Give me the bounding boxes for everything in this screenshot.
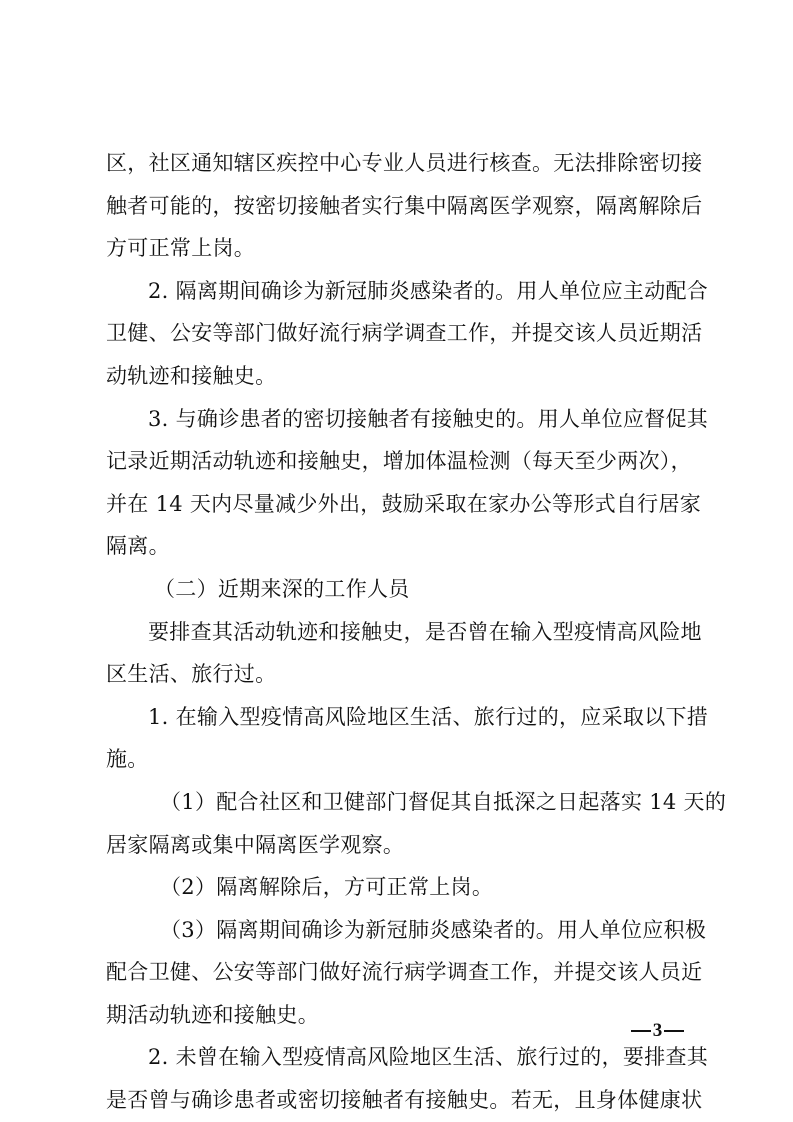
text-line: 动轨迹和接触史。: [106, 363, 277, 388]
page-number-dash-left: [631, 1030, 651, 1032]
text-line: 触者可能的，按密切接触者实行集中隔离医学观察，隔离解除后: [106, 193, 703, 218]
sub-item-2-line: （2）隔离解除后，方可正常上岗。: [160, 875, 494, 900]
page-number: [620, 1018, 695, 1044]
section-heading: （二）近期来深的工作人员: [154, 576, 410, 601]
text-line: 隔离。: [106, 534, 170, 559]
text-line: 居家隔离或集中隔离医学观察。: [106, 832, 405, 857]
list-item-2b-line: 2. 未曾在输入型疫情高风险地区生活、旅行过的，要排查其: [148, 1045, 709, 1070]
list-item-3-line: 3. 与确诊患者的密切接触者有接触史的。用人单位应督促其: [148, 406, 709, 431]
list-item-1-line: 1. 在输入型疫情高风险地区生活、旅行过的，应采取以下措: [148, 704, 709, 729]
body-text: [106, 142, 727, 1122]
text-line: 施。: [106, 747, 149, 772]
paragraph-line: 要排查其活动轨迹和接触史，是否曾在输入型疫情高风险地: [148, 619, 702, 644]
text-line: 记录近期活动轨迹和接触史，增加体温检测（每天至少两次），: [106, 449, 692, 474]
list-item-2-line: 2. 隔离期间确诊为新冠肺炎感染者的。用人单位应主动配合: [148, 278, 709, 303]
text-line: 区生活、旅行过。: [106, 662, 277, 687]
page-number-dash-right: [664, 1030, 684, 1032]
text-line: 方可正常上岗。: [106, 236, 256, 261]
text-line: 期活动轨迹和接触史。: [106, 1002, 319, 1027]
sub-item-3-line: （3）隔离期间确诊为新冠肺炎感染者的。用人单位应积极: [160, 917, 707, 942]
text-line: 是否曾与确诊患者或密切接触者有接触史。若无，且身体健康状: [106, 1088, 703, 1113]
text-line: 区，社区通知辖区疾控中心专业人员进行核查。无法排除密切接: [106, 151, 703, 175]
page-number-value: 3: [652, 1020, 663, 1041]
text-line: 并在 14 天内尽量减少外出，鼓励采取在家办公等形式自行居家: [106, 491, 702, 516]
sub-item-1-line: （1）配合社区和卫健部门督促其自抵深之日起落实 14 天的: [160, 789, 727, 814]
text-line: 卫健、公安等部门做好流行病学调查工作，并提交该人员近期活: [106, 321, 703, 346]
text-line: 配合卫健、公安等部门做好流行病学调查工作，并提交该人员近: [106, 960, 703, 985]
